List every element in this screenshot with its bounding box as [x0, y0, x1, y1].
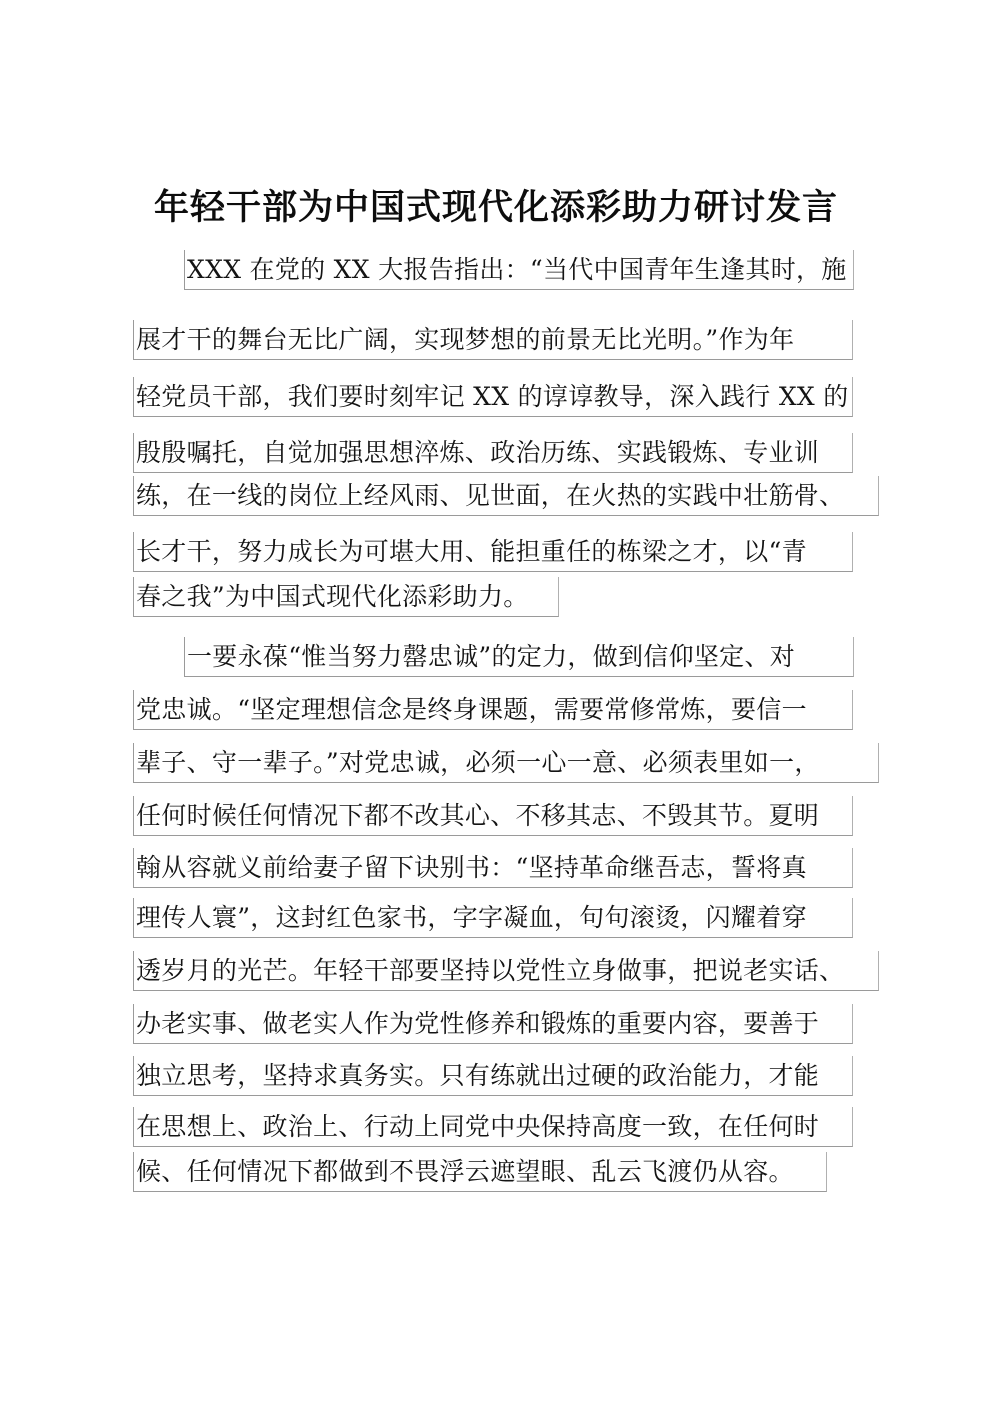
- paragraph-2-line-2: 党忠诚。“坚定理想信念是终身课题，需要常修常炼，要信一: [133, 690, 853, 730]
- paragraph-2-line-1: 一要永葆“惟当努力罄忠诚”的定力，做到信仰坚定、对: [184, 637, 854, 677]
- paragraph-1-line-5: 练，在一线的岗位上经风雨、见世面，在火热的实践中壮筋骨、: [133, 476, 879, 516]
- paragraph-2-line-9: 独立思考，坚持求真务实。只有练就出过硬的政治能力，才能: [133, 1056, 853, 1096]
- paragraph-1-line-2: 展才干的舞台无比广阔，实现梦想的前景无比光明。”作为年: [133, 320, 853, 360]
- document-title: 年轻干部为中国式现代化添彩助力研讨发言: [153, 188, 838, 228]
- paragraph-1-line-3: 轻党员干部，我们要时刻牢记 XX 的谆谆教导，深入践行 XX 的: [133, 377, 853, 417]
- paragraph-2-line-5: 翰从容就义前给妻子留下诀别书：“坚持革命继吾志，誓将真: [133, 848, 853, 888]
- paragraph-2-line-7: 透岁月的光芒。年轻干部要坚持以党性立身做事，把说老实话、: [133, 951, 879, 991]
- paragraph-2-line-3: 辈子、守一辈子。”对党忠诚，必须一心一意、必须表里如一，: [133, 743, 879, 783]
- paragraph-1-line-1: XXX 在党的 XX 大报告指出：“当代中国青年生逢其时，施: [184, 250, 854, 290]
- paragraph-2-line-8: 办老实事、做老实人作为党性修养和锻炼的重要内容，要善于: [133, 1004, 853, 1044]
- paragraph-2-line-6: 理传人寰”，这封红色家书，字字凝血，句句滚烫，闪耀着穿: [133, 898, 853, 938]
- paragraph-2-line-4: 任何时候任何情况下都不改其心、不移其志、不毁其节。夏明: [133, 796, 853, 836]
- paragraph-1-line-7: 春之我”为中国式现代化添彩助力。: [133, 577, 559, 617]
- paragraph-1-line-4: 殷殷嘱托，自觉加强思想淬炼、政治历练、实践锻炼、专业训: [133, 433, 853, 473]
- paragraph-1-line-6: 长才干，努力成长为可堪大用、能担重任的栋梁之才，以“青: [133, 532, 853, 572]
- paragraph-2-line-10: 在思想上、政治上、行动上同党中央保持高度一致，在任何时: [133, 1107, 853, 1147]
- paragraph-2-line-11: 候、任何情况下都做到不畏浮云遮望眼、乱云飞渡仍从容。: [133, 1152, 827, 1192]
